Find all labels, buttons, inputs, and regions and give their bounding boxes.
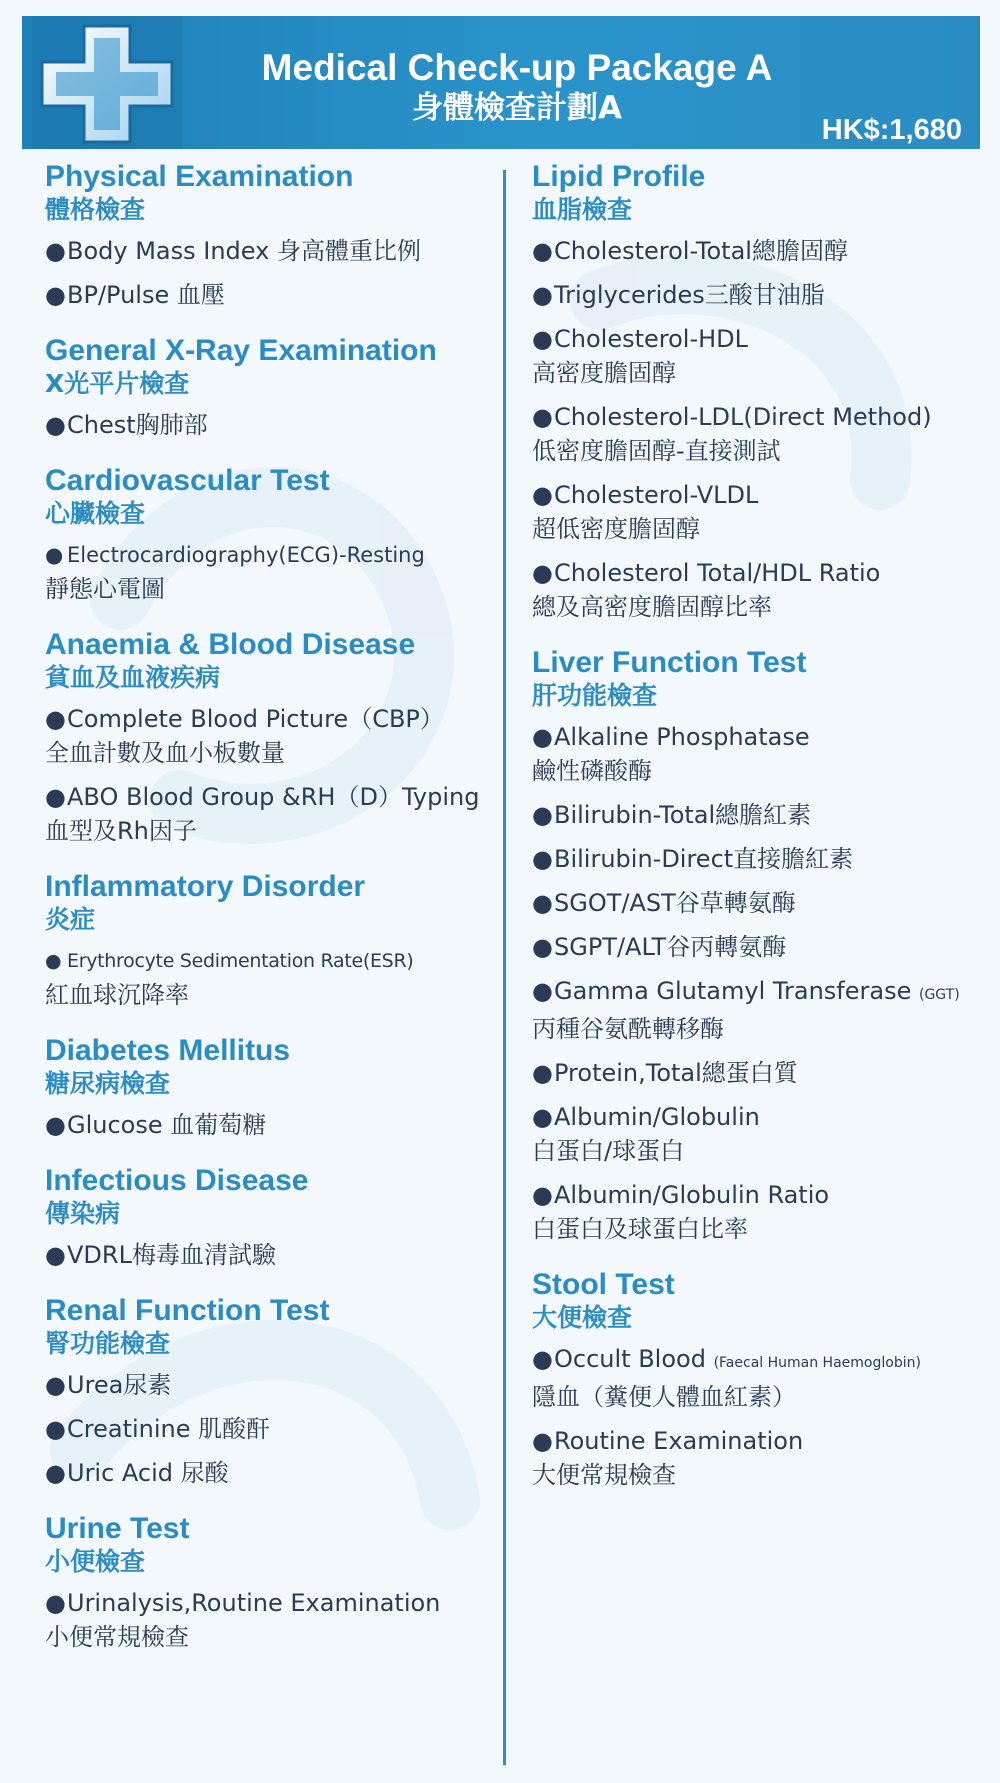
item-text: SGOT/AST谷草轉氨酶	[554, 889, 796, 917]
item-text: Complete Blood Picture（CBP）	[67, 705, 444, 733]
section-subtitle: 小便檢查	[45, 1547, 146, 1576]
bullet-icon: ●	[532, 1345, 553, 1373]
item-chinese-name: 高密度膽固醇	[532, 359, 676, 387]
item-text: Creatinine 肌酸酐	[67, 1415, 271, 1443]
list-item	[532, 1056, 972, 1090]
item-line	[532, 886, 972, 920]
item-text: Cholesterol-Total總膽固醇	[554, 237, 848, 265]
section-subtitle: 炎症	[45, 905, 96, 934]
item-note: (GGT)	[919, 987, 960, 1003]
bullet-icon: ●	[45, 237, 66, 265]
section-urine-test	[45, 1512, 495, 1654]
section-subtitle: 腎功能檢查	[45, 1329, 171, 1358]
bullet-icon: ●	[532, 1427, 553, 1455]
item-line	[45, 234, 495, 268]
item-text: Urinalysis,Routine Examination	[67, 1589, 441, 1617]
section-subtitle: 傳染病	[45, 1199, 121, 1228]
item-line	[532, 974, 972, 1012]
bullet-icon: ●	[532, 325, 553, 353]
item-line	[532, 400, 972, 434]
section-subtitle: 體格檢查	[45, 195, 146, 224]
item-chinese-name: 大便常規檢查	[532, 1461, 676, 1489]
list-item	[532, 1342, 972, 1414]
section-title: Inflammatory Disorder	[45, 870, 366, 903]
bullet-icon: ●	[45, 1111, 66, 1139]
section-renal-function-test	[45, 1294, 495, 1490]
item-text: Cholesterol-HDL	[554, 325, 749, 353]
list-item	[45, 780, 495, 848]
item-chinese-name: 丙種谷氨酰轉移酶	[532, 1015, 724, 1043]
bullet-icon: ●	[532, 403, 553, 431]
header-banner	[22, 16, 980, 149]
bullet-icon: ●	[45, 705, 66, 733]
section-stool-test	[532, 1268, 972, 1492]
list-item	[45, 702, 495, 770]
bullet-icon: ●	[532, 281, 553, 309]
section-title: Infectious Disease	[45, 1164, 309, 1197]
list-item	[532, 1100, 972, 1168]
bullet-icon: ●	[532, 977, 553, 1005]
item-text: Urea尿素	[67, 1371, 172, 1399]
section-subtitle: 肝功能檢查	[532, 681, 658, 710]
item-line	[532, 842, 972, 876]
item-text: SGPT/ALT谷丙轉氨酶	[554, 933, 787, 961]
item-chinese-name: 血型及Rh因子	[45, 817, 197, 845]
bullet-icon: ●	[532, 1103, 553, 1131]
section-general-x-ray-examination	[45, 334, 495, 442]
section-subtitle: 大便檢查	[532, 1303, 633, 1332]
list-item	[45, 408, 495, 442]
list-item	[45, 1368, 495, 1402]
item-line	[532, 1056, 972, 1090]
section-lipid-profile	[532, 160, 972, 624]
section-inflammatory-disorder	[45, 870, 495, 1012]
item-text: Glucose 血葡萄糖	[67, 1111, 267, 1139]
item-chinese-name: 超低密度膽固醇	[532, 515, 700, 543]
item-chinese-name: 靜態心電圖	[45, 575, 165, 603]
item-text: Bilirubin-Direct直接膽紅素	[554, 845, 854, 873]
item-text: Protein,Total總蛋白質	[554, 1059, 798, 1087]
item-text: Triglycerides三酸甘油脂	[554, 281, 825, 309]
item-text: BP/Pulse 血壓	[67, 281, 225, 309]
bullet-icon: ●	[532, 237, 553, 265]
list-item	[45, 234, 495, 268]
item-text: ABO Blood Group &RH（D）Typing	[67, 783, 480, 811]
item-line	[532, 1424, 972, 1458]
bullet-icon: ●	[532, 889, 553, 917]
section-subtitle: X光平片檢查	[45, 369, 190, 398]
section-title: Lipid Profile	[532, 160, 706, 193]
medical-cross-icon	[32, 16, 182, 149]
item-line	[532, 322, 972, 356]
item-text: Cholesterol Total/HDL Ratio	[554, 559, 881, 587]
column-divider	[503, 170, 506, 1765]
item-line	[45, 1586, 495, 1620]
section-subtitle: 血脂檢查	[532, 195, 633, 224]
item-text: Erythrocyte Sedimentation Rate(ESR)	[67, 950, 414, 972]
item-line	[532, 930, 972, 964]
bullet-icon: ●	[532, 933, 553, 961]
item-line	[532, 278, 972, 312]
list-item	[532, 886, 972, 920]
item-chinese-name: 全血計數及血小板數量	[45, 739, 285, 767]
item-text: Albumin/Globulin Ratio	[554, 1181, 830, 1209]
list-item	[45, 1586, 495, 1654]
bullet-icon: ●	[45, 783, 66, 811]
bullet-icon: ●	[532, 1181, 553, 1209]
item-line	[532, 1178, 972, 1212]
section-title: Urine Test	[45, 1512, 190, 1545]
item-line	[45, 702, 495, 736]
item-text: Uric Acid 尿酸	[67, 1459, 229, 1487]
bullet-icon: ●	[45, 1589, 66, 1617]
item-line	[45, 1238, 495, 1272]
section-subtitle: 貧血及血液疾病	[45, 663, 221, 692]
section-title: Cardiovascular Test	[45, 464, 330, 497]
item-text: Electrocardiography(ECG)-Resting	[67, 543, 425, 567]
item-line	[45, 944, 495, 978]
list-item	[532, 234, 972, 268]
section-diabetes-mellitus	[45, 1034, 495, 1142]
bullet-icon: ●	[45, 411, 66, 439]
item-line	[45, 1456, 495, 1490]
list-item	[532, 1178, 972, 1246]
item-line	[532, 720, 972, 754]
list-item	[532, 974, 972, 1046]
list-item	[45, 538, 495, 606]
bullet-icon: ●	[532, 481, 553, 509]
item-chinese-name: 白蛋白及球蛋白比率	[532, 1215, 748, 1243]
item-line	[45, 408, 495, 442]
package-subtitle: 身體檢查計劃A	[412, 90, 622, 126]
item-chinese-name: 白蛋白/球蛋白	[532, 1137, 685, 1165]
item-text: Alkaline Phosphatase	[554, 723, 810, 751]
section-liver-function-test	[532, 646, 972, 1246]
list-item	[532, 1424, 972, 1492]
item-text: Chest胸肺部	[67, 411, 208, 439]
list-item	[45, 1456, 495, 1490]
section-title: Liver Function Test	[532, 646, 807, 679]
item-line	[45, 1108, 495, 1142]
item-text: Body Mass Index 身高體重比例	[67, 237, 421, 265]
item-text: Routine Examination	[554, 1427, 804, 1455]
list-item	[532, 400, 972, 468]
section-title: Diabetes Mellitus	[45, 1034, 291, 1067]
package-title: Medical Check-up Package A	[261, 47, 773, 88]
item-chinese-name: 低密度膽固醇-直接測試	[532, 437, 781, 465]
bullet-icon: ●	[45, 1241, 66, 1269]
bullet-icon: ●	[532, 845, 553, 873]
bullet-icon: ●	[532, 801, 553, 829]
item-text: Bilirubin-Total總膽紅素	[554, 801, 812, 829]
list-item	[532, 556, 972, 624]
item-line	[45, 1412, 495, 1446]
item-line	[532, 556, 972, 590]
item-text: Cholesterol-VLDL	[554, 481, 759, 509]
item-line	[45, 538, 495, 572]
list-item	[532, 478, 972, 546]
list-item	[45, 944, 495, 1012]
item-line	[45, 278, 495, 312]
item-line	[532, 478, 972, 512]
item-line	[532, 1342, 972, 1380]
item-line	[45, 780, 495, 814]
bullet-icon: ●	[532, 1059, 553, 1087]
bullet-icon: ●	[532, 559, 553, 587]
package-price: HK$:1,680	[821, 114, 962, 146]
bullet-icon: ●	[45, 281, 66, 309]
section-infectious-disease	[45, 1164, 495, 1272]
item-text: VDRL梅毒血清試驗	[67, 1241, 276, 1269]
item-line	[532, 234, 972, 268]
list-item	[45, 1108, 495, 1142]
section-subtitle: 心臟檢查	[45, 499, 146, 528]
bullet-icon: ●	[45, 543, 64, 567]
item-chinese-name: 小便常規檢查	[45, 1623, 189, 1651]
section-title: Physical Examination	[45, 160, 354, 193]
section-title: Renal Function Test	[45, 1294, 330, 1327]
item-chinese-name: 鹼性磷酸酶	[532, 757, 652, 785]
list-item	[45, 278, 495, 312]
section-subtitle: 糖尿病檢查	[45, 1069, 171, 1098]
section-cardiovascular-test	[45, 464, 495, 606]
bullet-icon: ●	[45, 950, 62, 972]
item-chinese-name: 隱血（糞便人體血紅素）	[532, 1383, 796, 1411]
list-item	[532, 930, 972, 964]
item-text: Cholesterol-LDL(Direct Method)	[554, 403, 932, 431]
bullet-icon: ●	[532, 723, 553, 751]
section-title: Anaemia & Blood Disease	[45, 628, 416, 661]
item-line	[45, 1368, 495, 1402]
section-anaemia-blood-disease	[45, 628, 495, 848]
list-item	[532, 278, 972, 312]
right-column	[532, 160, 972, 1514]
section-physical-examination	[45, 160, 495, 312]
item-note: (Faecal Human Haemoglobin)	[713, 1355, 921, 1371]
list-item	[45, 1412, 495, 1446]
list-item	[532, 322, 972, 390]
item-chinese-name: 紅血球沉降率	[45, 981, 189, 1009]
list-item	[532, 798, 972, 832]
bullet-icon: ●	[45, 1459, 66, 1487]
section-title: General X-Ray Examination	[45, 334, 437, 367]
list-item	[532, 842, 972, 876]
section-title: Stool Test	[532, 1268, 675, 1301]
item-text: Albumin/Globulin	[554, 1103, 760, 1131]
item-line	[532, 1100, 972, 1134]
left-column	[45, 160, 495, 1676]
bullet-icon: ●	[45, 1371, 66, 1399]
list-item	[45, 1238, 495, 1272]
item-text: Gamma Glutamyl Transferase	[554, 977, 912, 1005]
item-chinese-name: 總及高密度膽固醇比率	[532, 593, 772, 621]
bullet-icon: ●	[45, 1415, 66, 1443]
list-item	[532, 720, 972, 788]
item-line	[532, 798, 972, 832]
item-text: Occult Blood	[554, 1345, 706, 1373]
